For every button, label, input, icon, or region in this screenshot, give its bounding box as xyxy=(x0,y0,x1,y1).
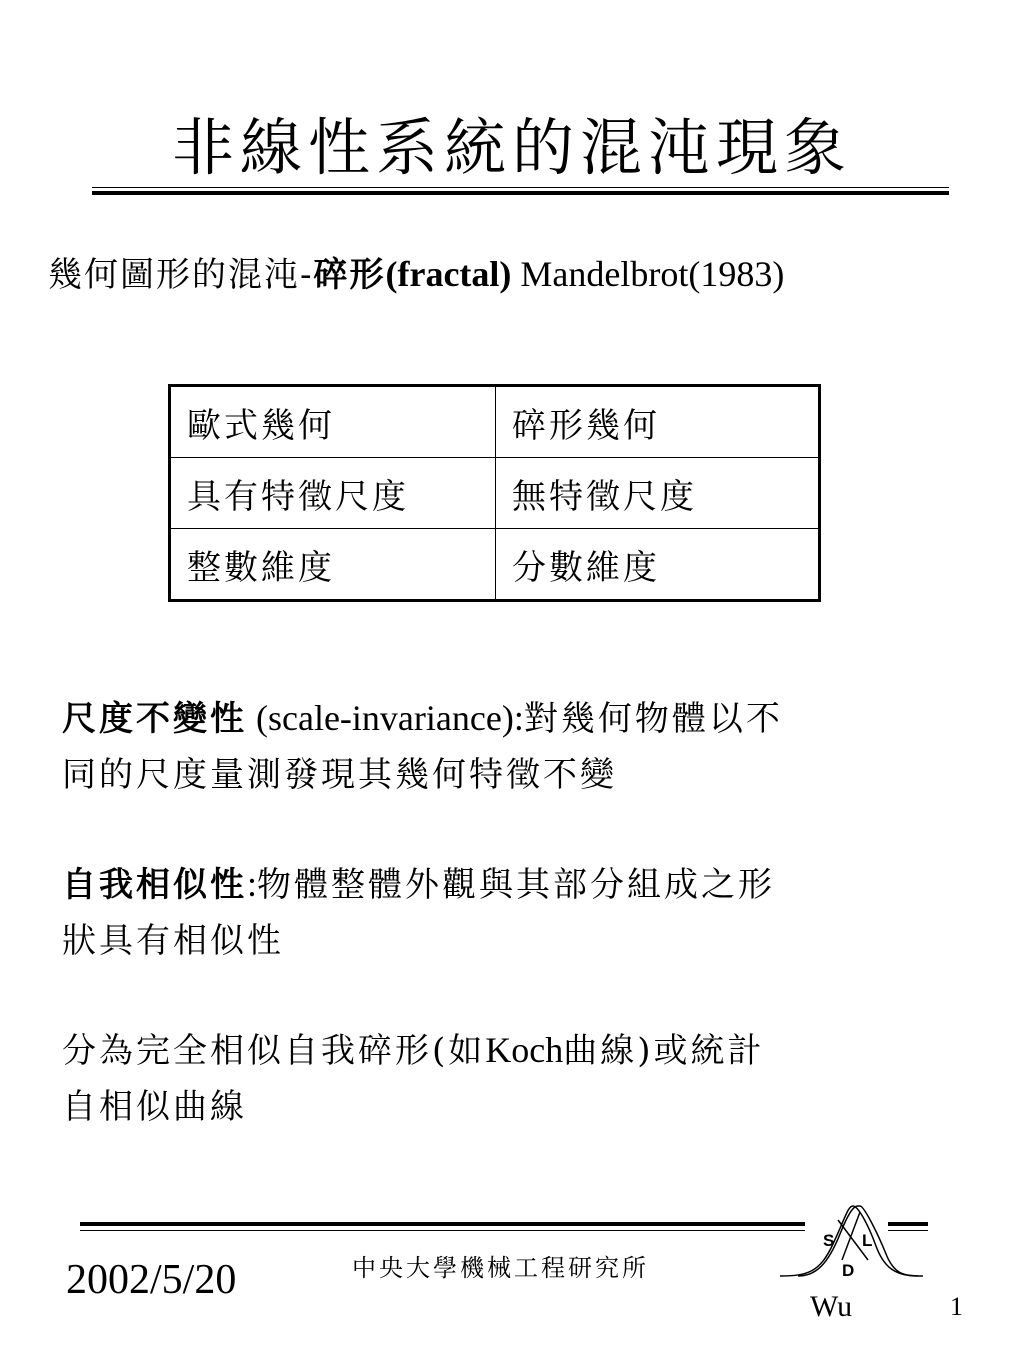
footer-rule xyxy=(80,1222,805,1226)
paragraph-line: 同的尺度量測發現其幾何特徵不變 xyxy=(62,755,617,795)
subtitle-term: 碎形 xyxy=(313,255,386,295)
footer-date: 2002/5/20 xyxy=(66,1257,237,1303)
paragraph-text: 對幾何物體以不 xyxy=(523,699,783,739)
paragraph-line xyxy=(62,1022,962,1079)
table-row xyxy=(170,529,820,601)
subtitle xyxy=(48,250,784,299)
table-cell: 整數維度 xyxy=(170,529,496,601)
table-cell: 具有特徵尺度 xyxy=(170,458,496,529)
subtitle-term-en: (fractal) xyxy=(385,254,512,294)
table-row xyxy=(170,386,820,458)
footer-institution: 中央大學機械工程研究所 xyxy=(352,1254,649,1282)
self-similarity-paragraph xyxy=(62,856,962,969)
table-row xyxy=(170,458,820,529)
term-scale-invariance: 尺度不變性 xyxy=(62,699,247,739)
term-en-scale-invariance: (scale-invariance): xyxy=(247,698,524,738)
paragraph-text: 物體整體外觀與其部分組成之形 xyxy=(257,865,776,905)
term-colon: : xyxy=(247,864,258,904)
table-cell: 歐式幾何 xyxy=(170,386,496,458)
koch-text: Koch xyxy=(485,1030,564,1070)
footer-author: Wu xyxy=(810,1290,853,1323)
comparison-table xyxy=(168,384,821,602)
logo-letter-d: D xyxy=(842,1261,855,1280)
page-number: 1 xyxy=(950,1292,963,1321)
paragraph-text: 曲線)或統計 xyxy=(563,1031,765,1071)
paragraph-line: 狀具有相似性 xyxy=(62,921,284,961)
footer-rule-thin xyxy=(80,1230,805,1231)
logo-letter-l: L xyxy=(862,1231,873,1250)
paragraph-line: 自相似曲線 xyxy=(62,1087,247,1127)
table-cell: 分數維度 xyxy=(496,529,820,601)
paragraph-text: 分為完全相似自我碎形(如 xyxy=(62,1031,486,1071)
subtitle-prefix: 幾何圖形的混沌- xyxy=(48,255,314,295)
classification-paragraph xyxy=(62,1022,962,1135)
logo-curve xyxy=(798,1206,923,1276)
sdl-logo xyxy=(778,1204,928,1284)
subtitle-suffix: Mandelbrot(1983) xyxy=(511,254,785,294)
paragraph-line xyxy=(62,856,962,913)
term-self-similarity: 自我相似性 xyxy=(62,865,247,905)
table-cell: 無特徵尺度 xyxy=(496,458,820,529)
title-rule-thin xyxy=(92,187,949,188)
title-rule xyxy=(92,191,949,195)
table-cell: 碎形幾何 xyxy=(496,386,820,458)
scale-invariance-paragraph xyxy=(62,690,962,803)
logo-letter-s: S xyxy=(823,1231,835,1250)
slide-title: 非線性系統的混沌現象 xyxy=(171,111,852,184)
paragraph-line xyxy=(62,690,962,747)
